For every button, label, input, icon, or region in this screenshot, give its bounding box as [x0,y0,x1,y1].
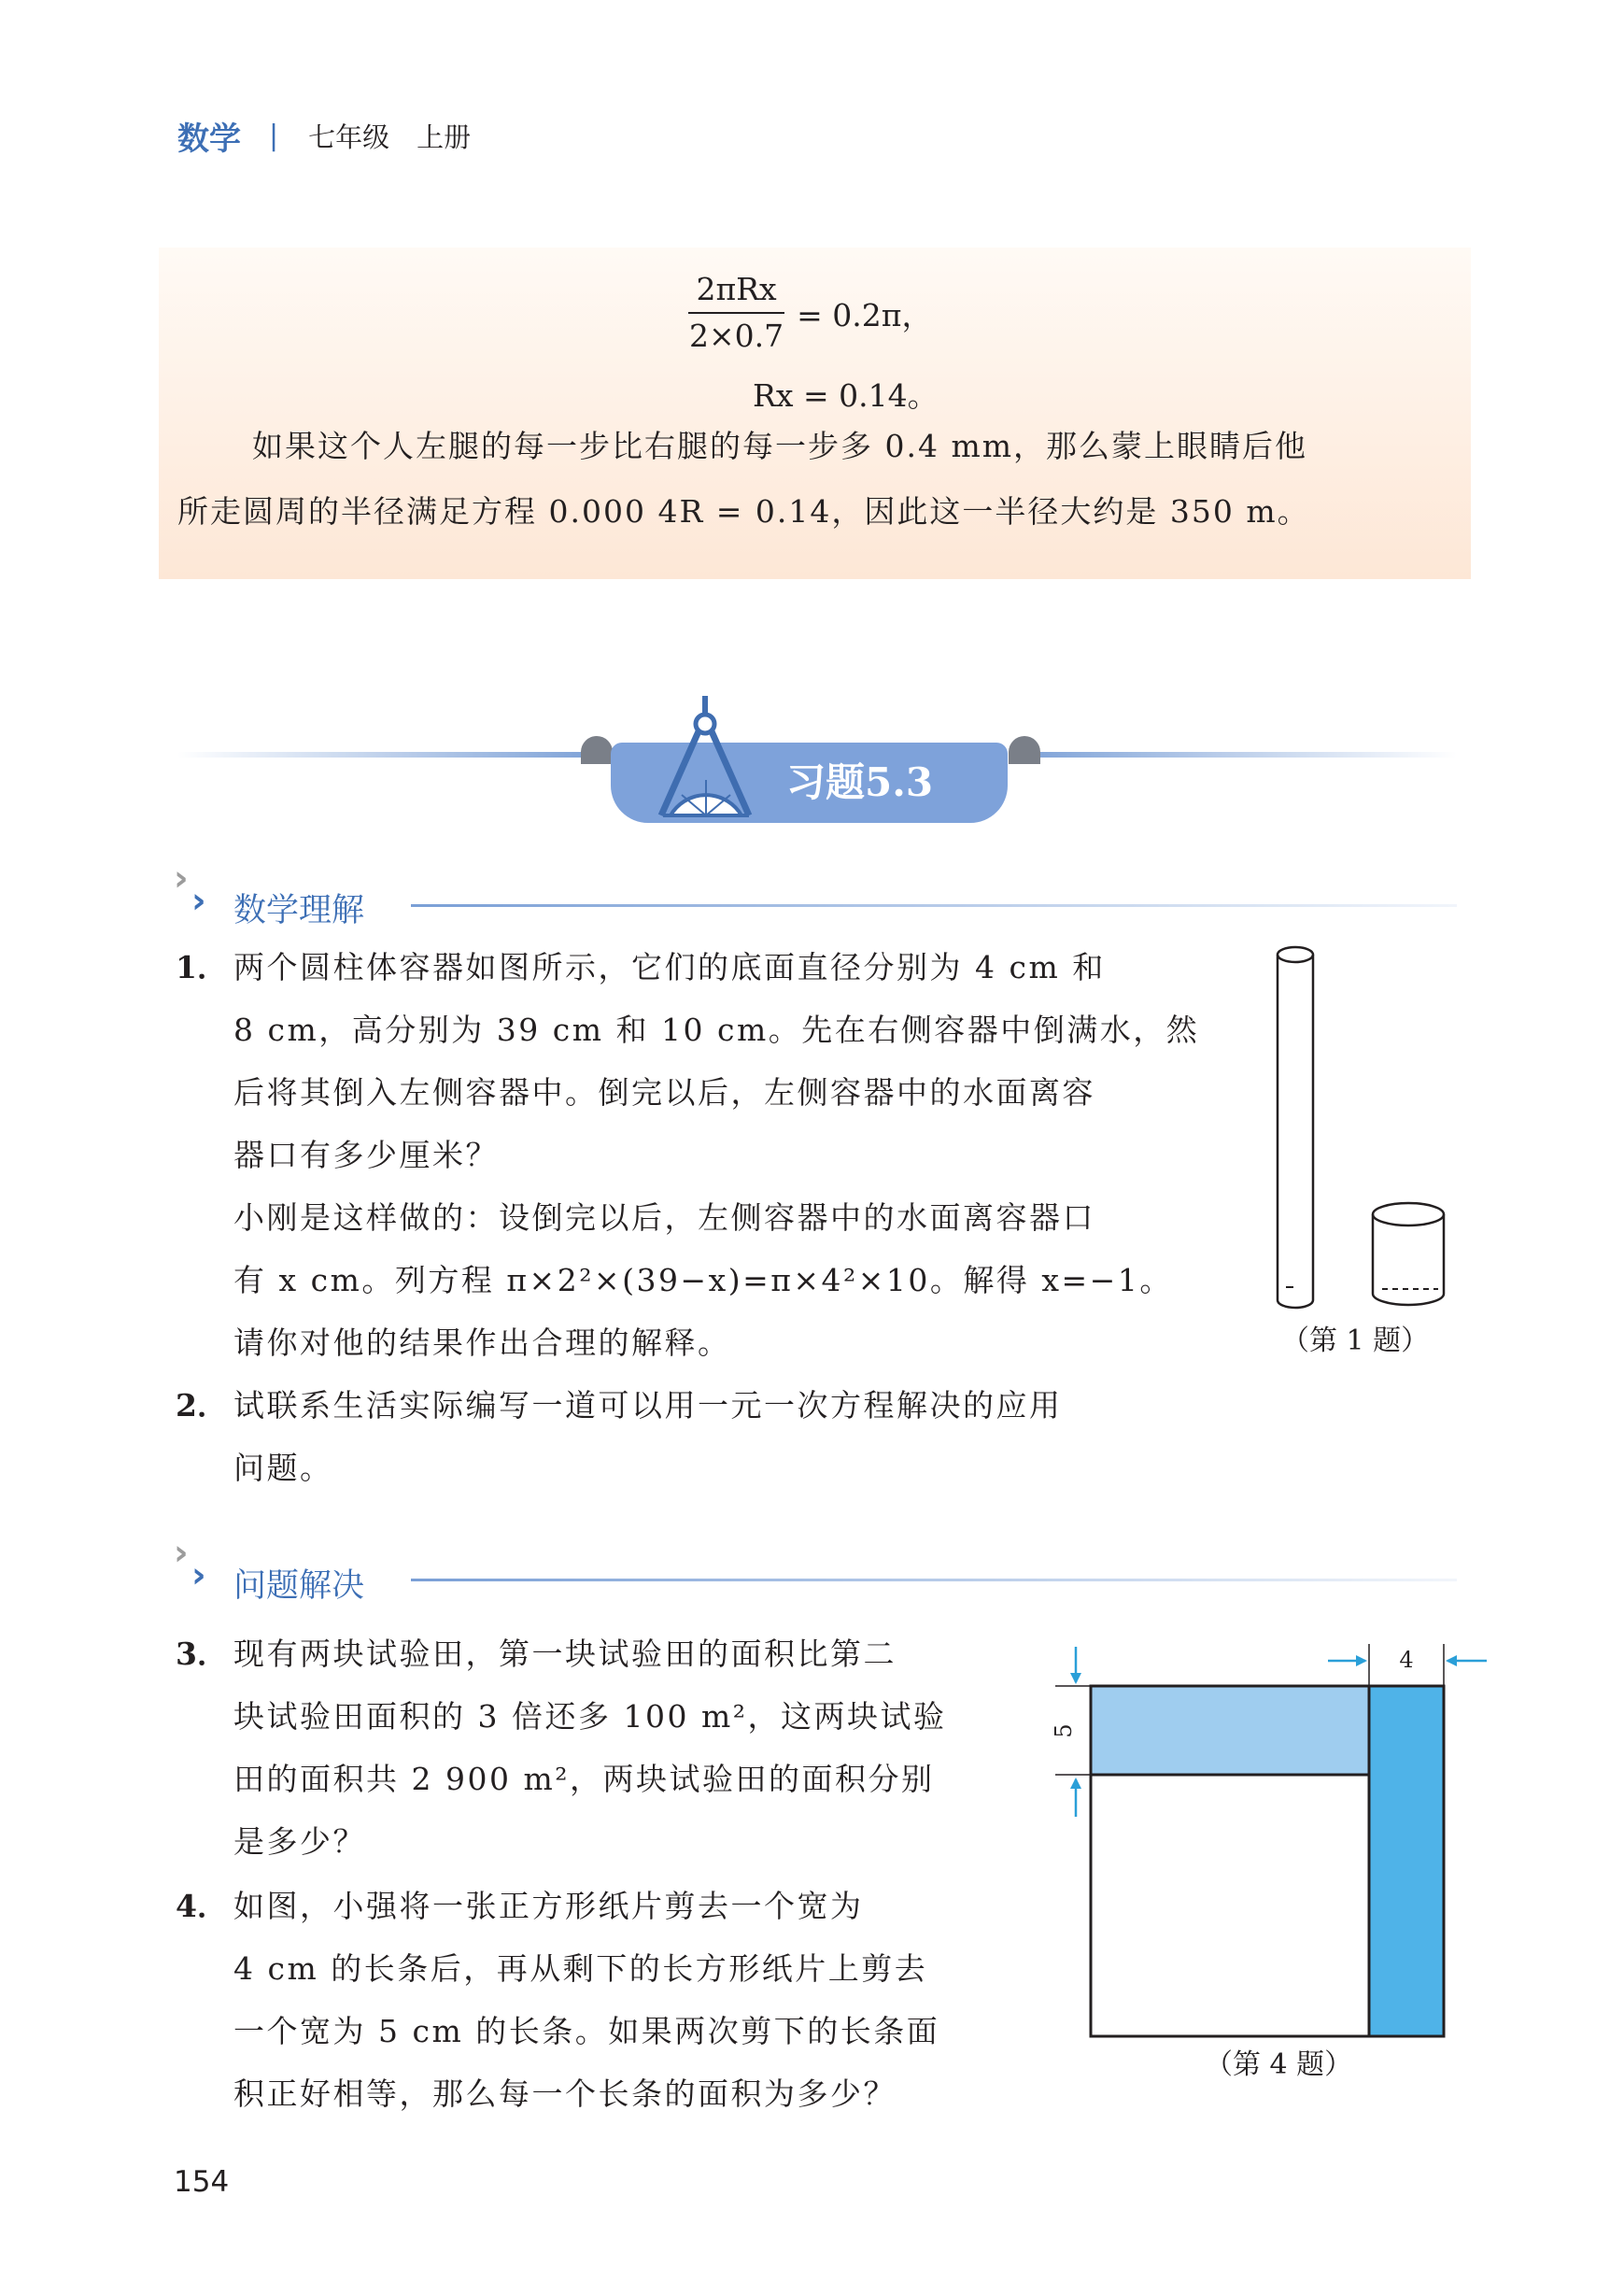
section-chevron-icon: › [191,1554,206,1595]
section-rule [411,1579,1457,1581]
banner-knob-left [581,736,613,764]
question-3-line: 现有两块试验田，第一块试验田的面积比第二 [233,1636,897,1672]
section-rule [411,904,1457,907]
banner-knob-right [1009,736,1040,764]
running-header [177,112,471,159]
section-title-understanding: 数学理解 [233,892,365,929]
equation-1-numerator: 2πRx [688,269,784,314]
equation-2: Rx = 0.14。 [753,377,939,414]
question-1-line: 请你对他的结果作出合理的解释。 [233,1325,731,1361]
section-chevron-icon: › [191,880,206,921]
solution-line-1: 如果这个人左腿的每一步比右腿的每一步多 0.4 mm，那么蒙上眼睛后他 [252,428,1308,464]
question-4-line: 如图，小强将一张正方形纸片剪去一个宽为 [233,1888,864,1924]
question-1-line: 两个圆柱体容器如图所示，它们的底面直径分别为 4 cm 和 [233,949,1106,985]
horizontal-strip [1091,1686,1369,1775]
section-title-problem-solving: 问题解决 [233,1567,365,1605]
equation-1-rhs: = 0.2π， [797,296,933,333]
question-2-line: 试联系生活实际编写一道可以用一元一次方程解决的应用 [233,1387,1063,1424]
question-1-line: 器口有多少厘米？ [233,1137,499,1173]
exercise-title: 习题5.3 [786,759,934,805]
tall-cylinder [1278,947,1313,1308]
short-cylinder [1373,1203,1444,1305]
figure-1-caption: （第 1 题） [1281,1325,1430,1357]
solution-line-2: 所走圆周的半径满足方程 0.000 4R = 0.14，因此这一半径大约是 350 m。 [177,493,1310,530]
figure-1-cylinders [1256,934,1466,1312]
banner-rule-left [177,752,607,758]
compass-protractor-icon [644,696,766,822]
question-number: 3． [176,1636,228,1672]
question-4-line: 一个宽为 5 cm 的长条。如果两次剪下的长条面 [233,2013,940,2049]
question-3-line: 块试验田面积的 3 倍还多 100 m²，这两块试验 [233,1698,947,1735]
question-1-line: 小刚是这样做的：设倒完以后，左侧容器中的水面离容器口 [233,1199,1095,1236]
section-chevron-icon: › [174,1532,189,1573]
equation-1 [682,269,932,357]
equation-1-fraction [682,269,791,357]
question-1-line: 后将其倒入左侧容器中。倒完以后，左侧容器中的水面离容 [233,1074,1095,1111]
section-chevron-icon: › [174,857,189,899]
header-separator: | [269,119,279,152]
question-number: 2． [176,1387,228,1424]
banner-rule-right [1009,752,1457,758]
figure-4-square-strips [1051,1630,1504,2032]
question-3-line: 田的面积共 2 900 m²，两块试验田的面积分别 [233,1761,935,1797]
question-1-line: 8 cm，高分别为 39 cm 和 10 cm。先在右侧容器中倒满水，然 [233,1012,1200,1048]
question-4-line: 4 cm 的长条后，再从剩下的长方形纸片上剪去 [233,1950,928,1987]
question-3-line: 是多少？ [233,1823,366,1860]
question-number: 4． [176,1888,228,1924]
page-number: 154 [174,2165,230,2199]
question-4-line: 积正好相等，那么每一个长条的面积为多少？ [233,2075,897,2112]
figure-4-caption: （第 4 题） [1205,2048,1353,2081]
header-grade: 七年级 上册 [308,120,472,153]
height-label: 5 [1051,1723,1077,1738]
question-2-line: 问题。 [233,1450,333,1486]
question-1-line: 有 x cm。列方程 π×2²×(39−x)=π×4²×10。解得 x=−1。 [233,1262,1173,1298]
header-subject: 数学 [177,120,241,158]
vertical-strip [1369,1686,1444,2036]
question-number: 1． [176,949,228,985]
width-label: 4 [1399,1647,1414,1673]
equation-1-denominator: 2×0.7 [689,318,784,354]
